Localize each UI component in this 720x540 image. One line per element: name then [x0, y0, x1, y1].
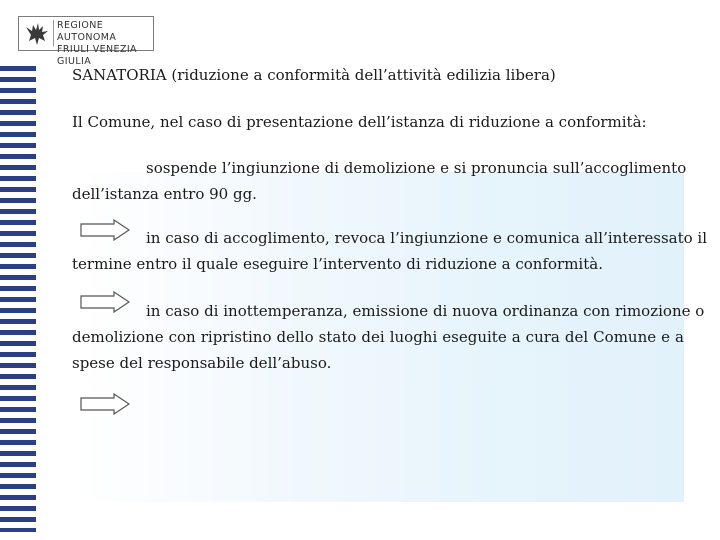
list-item-first-line: in caso di inottemperanza, emissione di nuova ordinanza con rimozione o	[146, 302, 705, 320]
logo-line-2: FRIULI VENEZIA GIULIA	[57, 44, 137, 67]
list-item-rest: dell’istanza entro 90 gg.	[72, 185, 257, 203]
list-item	[72, 225, 708, 277]
logo-text	[57, 20, 153, 68]
arrow-right-icon	[80, 393, 130, 415]
region-logo	[18, 16, 154, 67]
arrow-right-icon	[80, 219, 130, 241]
list-item	[72, 155, 687, 207]
intro-text: Il Comune, nel caso di presentazione dell’istanza di riduzione a conformità:	[72, 113, 647, 131]
logo-line-1: REGIONE AUTONOMA	[57, 20, 117, 43]
logo-separator	[53, 20, 54, 46]
list-item-first-line: sospende l’ingiunzione di demolizione e si pronuncia sull’accoglimento	[146, 159, 687, 177]
region-eagle-icon	[23, 19, 51, 47]
list-item-rest: termine entro il quale eseguire l’intervento di riduzione a conformità.	[72, 255, 603, 273]
list-item-rest: demolizione con ripristino dello stato dei luoghi eseguite a cura del Comune e a spese del responsabile dell’abuso.	[72, 328, 684, 372]
list-item-first-line: in caso di accoglimento, revoca l’ingiunzione e comunica all’interessato il	[146, 229, 708, 247]
list-item	[72, 298, 705, 376]
left-stripe-decoration	[0, 66, 36, 532]
slide-title: SANATORIA (riduzione a conformità dell’attività edilizia libera)	[72, 66, 556, 84]
arrow-right-icon	[80, 291, 130, 313]
